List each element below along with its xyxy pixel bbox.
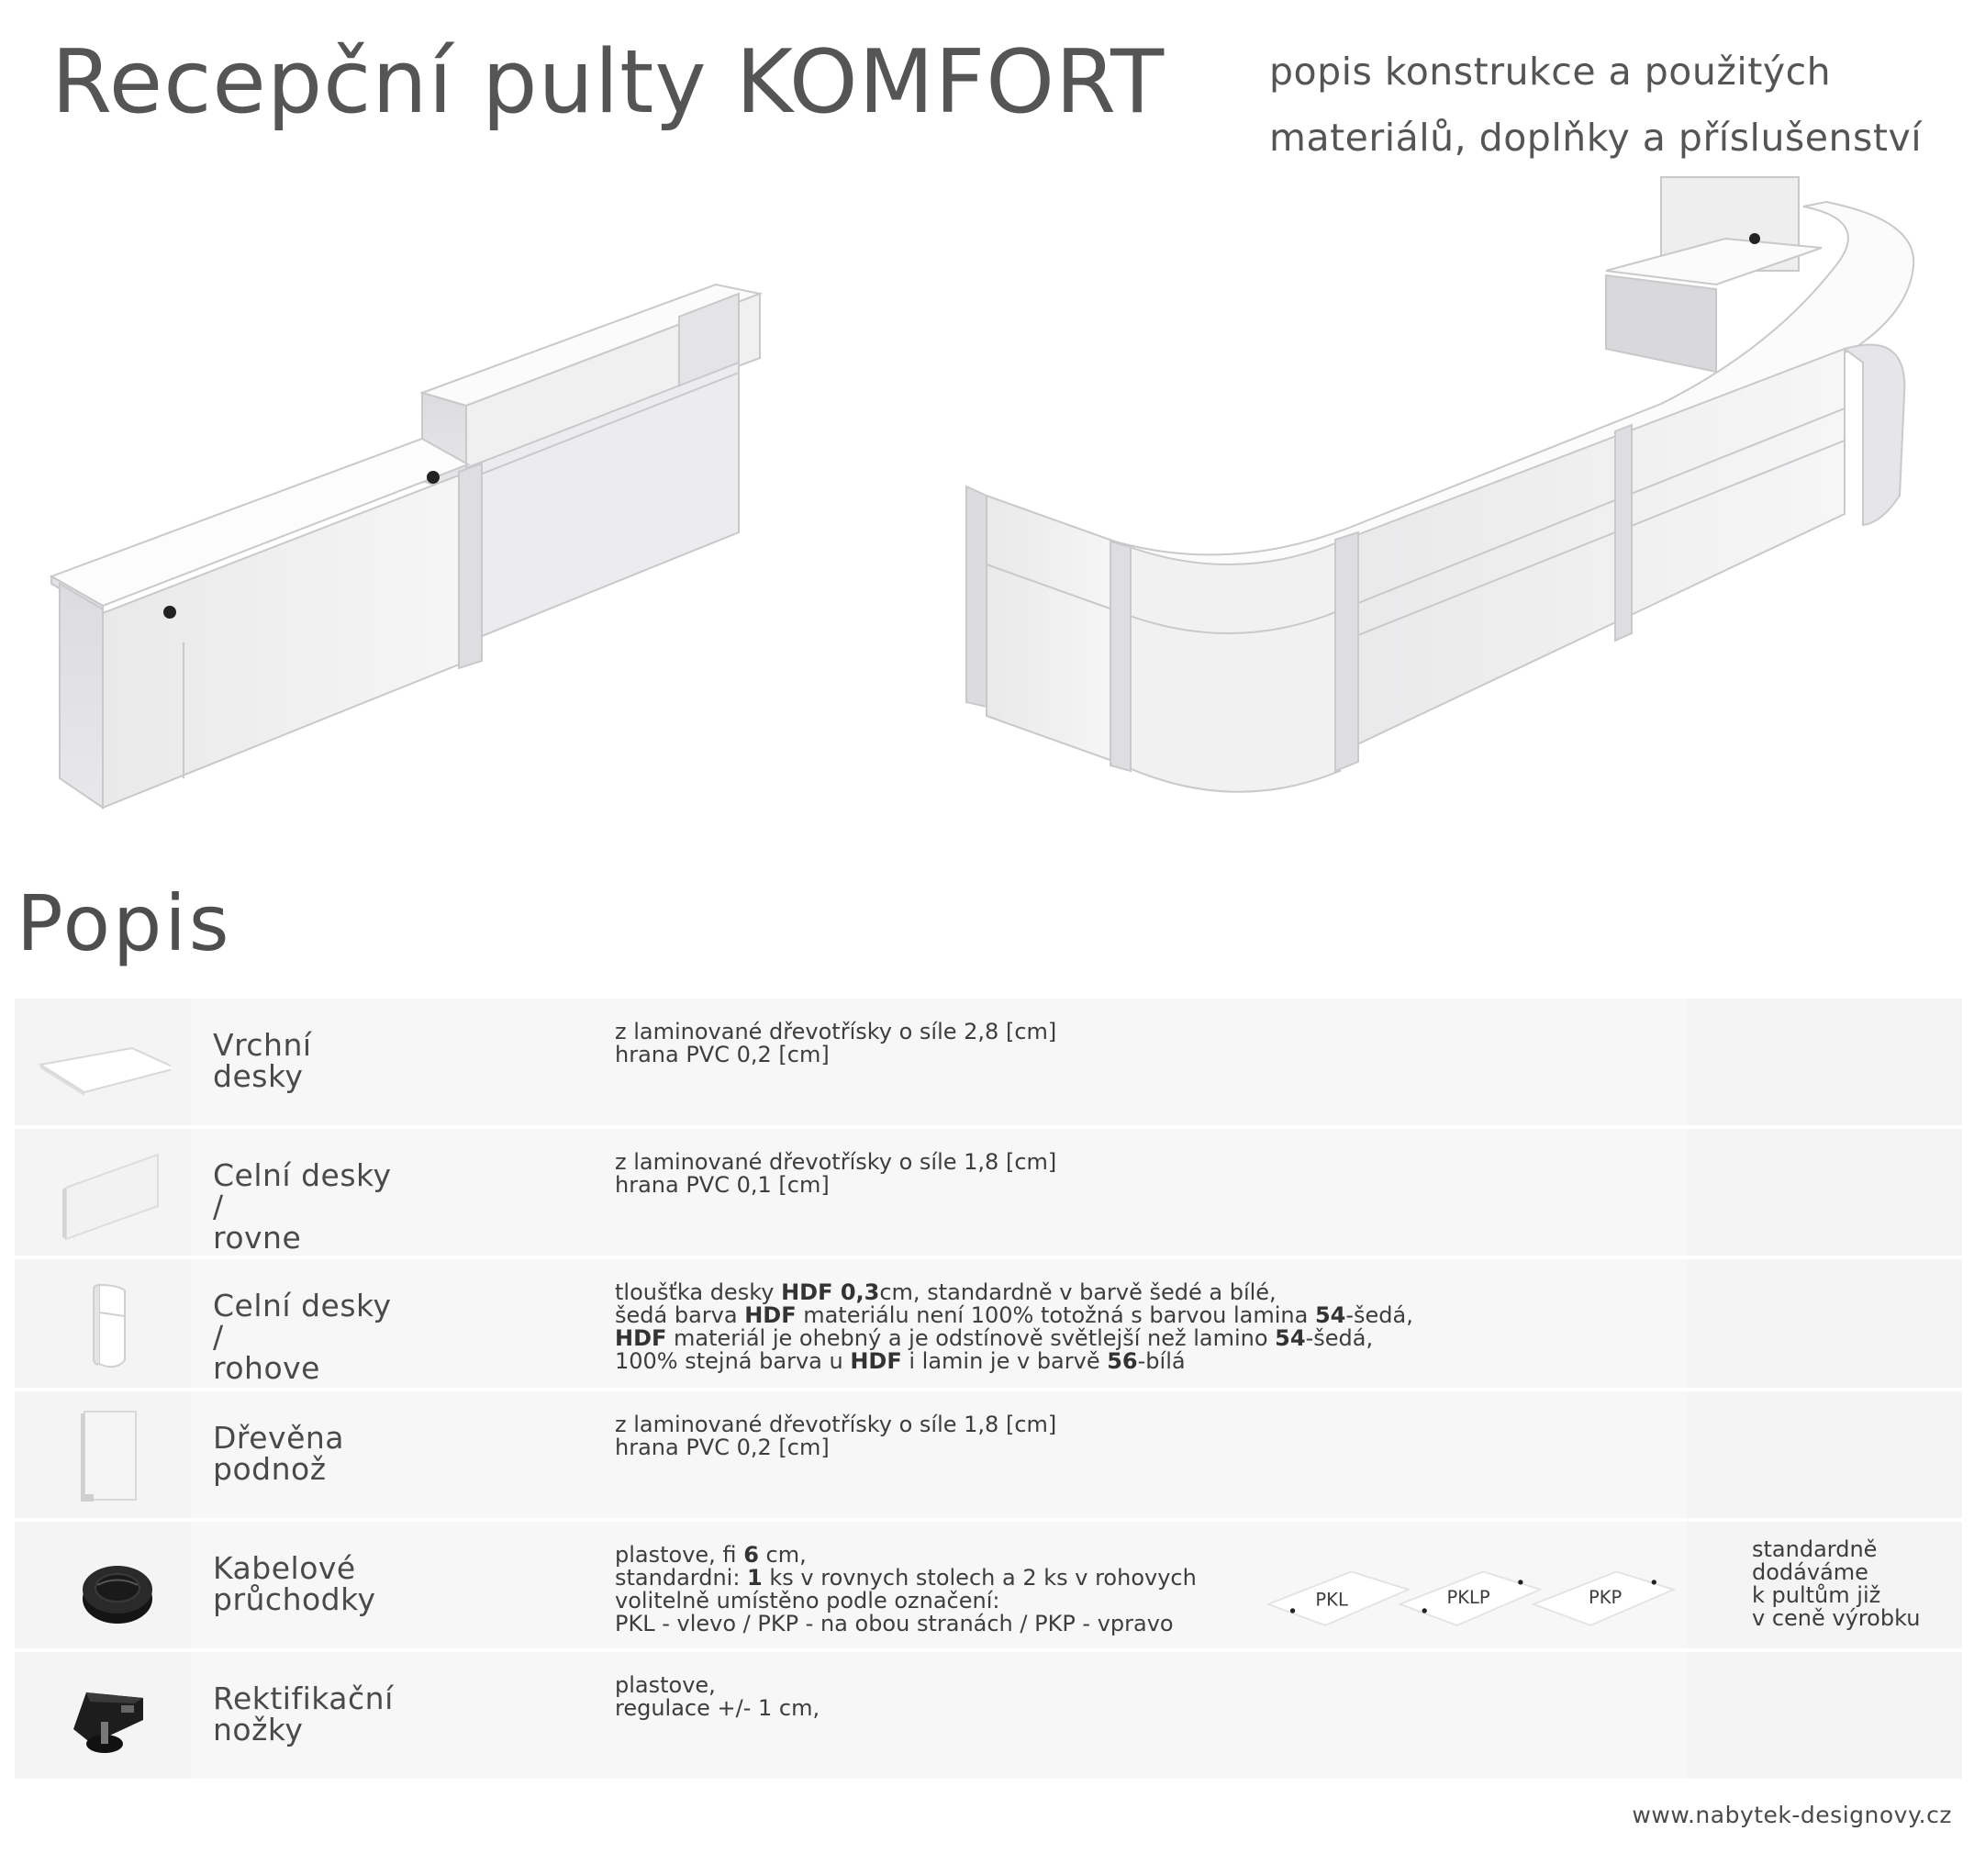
row-label: Dřevěna podnož: [213, 1420, 345, 1487]
description-line: HDF materiál je ohebný a je odstínově světlejší než lamino 54-šedá,: [615, 1325, 1374, 1351]
description-line: plastove, fi 6 cm,: [615, 1542, 807, 1568]
section-title: Popis: [17, 878, 232, 968]
spec-table: [15, 999, 1962, 1782]
description-line: z laminované dřevotřísky o síle 1,8 [cm]: [615, 1412, 1057, 1437]
table-row: [15, 1391, 1962, 1518]
description-line: volitelně umístěno podle označení:: [615, 1588, 1000, 1614]
table-row: [15, 1652, 1962, 1779]
grommet-note: standardně dodáváme k pultům již v ceně výrobku: [1752, 1536, 1921, 1631]
description-line: z laminované dřevotřísky o síle 1,8 [cm]: [615, 1149, 1057, 1175]
description-line: 100% stejná barva u HDF i lamin je v barvě 56-bílá: [615, 1348, 1186, 1374]
row-label: Rektifikační nožky: [213, 1681, 394, 1748]
row-description: [615, 1544, 1197, 1636]
row-description: [615, 1674, 820, 1720]
description-line: regulace +/- 1 cm,: [615, 1695, 820, 1721]
row-label: Celní desky / rohove: [213, 1288, 392, 1386]
description-line: hrana PVC 0,2 [cm]: [615, 1042, 830, 1067]
option-pklp-label: PKLP: [1446, 1586, 1490, 1608]
page-subtitle: [1269, 39, 1922, 171]
subtitle-line-2: materiálů, doplňky a příslušenství: [1269, 116, 1923, 160]
row-description: [615, 1413, 1056, 1459]
leveling-foot-icon: [33, 1665, 171, 1766]
table-row: [15, 1259, 1962, 1388]
subtitle-line-1: popis konstrukce a použitých: [1269, 50, 1832, 94]
product-illustrations: [37, 165, 1973, 863]
cable-grommet-icon: [33, 1535, 171, 1636]
row-description: [615, 1021, 1056, 1066]
straight-desk-illustration: [51, 285, 760, 808]
wooden-base-icon: [33, 1404, 171, 1505]
option-pkl: [1268, 1571, 1409, 1625]
description-line: hrana PVC 0,1 [cm]: [615, 1172, 830, 1198]
description-line: standardni: 1 ks v rovnych stolech a 2 ks v rohovych: [615, 1565, 1197, 1591]
footer-url[interactable]: www.nabytek-designovy.cz: [1632, 1802, 1952, 1828]
grommet-position-options: [1254, 1538, 1685, 1639]
description-line: z laminované dřevotřísky o síle 2,8 [cm]: [615, 1019, 1057, 1044]
description-line: tloušťka desky HDF 0,3cm, standardně v barvě šedé a bílé,: [615, 1279, 1277, 1305]
description-line: šedá barva HDF materiálu není 100% totožná s barvou lamina 54-šedá,: [615, 1302, 1413, 1328]
option-pkl-label: PKL: [1315, 1589, 1348, 1611]
option-pkp-label: PKP: [1588, 1586, 1623, 1608]
option-pkp: [1533, 1571, 1674, 1625]
table-row: [15, 1129, 1962, 1256]
row-description: [615, 1151, 1056, 1197]
row-description: [615, 1281, 1413, 1373]
row-label: Vrchní desky: [213, 1027, 312, 1094]
front-panel-corner-icon: [33, 1272, 171, 1373]
table-row: [15, 1522, 1962, 1648]
description-line: plastove,: [615, 1672, 716, 1698]
top-board-icon: [33, 1011, 171, 1112]
description-line: hrana PVC 0,2 [cm]: [615, 1435, 830, 1460]
page-title: Recepční pulty KOMFORT: [51, 32, 1165, 133]
description-line: PKL - vlevo / PKP - na obou stranách / PKP - vpravo: [615, 1611, 1174, 1636]
option-pklp: [1400, 1571, 1541, 1625]
row-label: Kabelové průchodky: [213, 1550, 376, 1617]
table-row: [15, 999, 1962, 1125]
front-panel-straight-icon: [33, 1142, 171, 1243]
row-label: Celní desky / rovne: [213, 1157, 392, 1256]
corner-desk-illustration: [966, 177, 1913, 792]
